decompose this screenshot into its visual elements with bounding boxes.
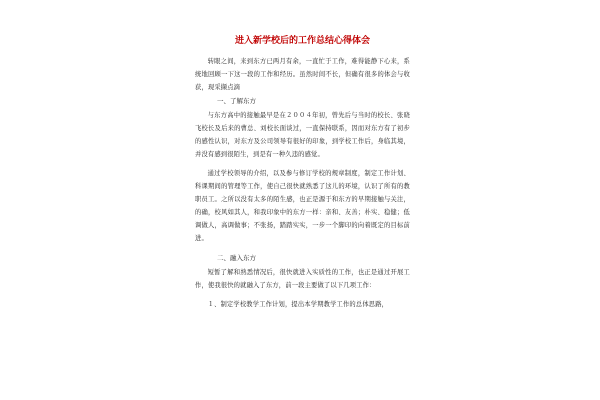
document-title: 进入新学校后的工作总结心得体会 (234, 36, 370, 46)
paragraph-familiarize: 通过学校领导的介绍，以及参与修订学校的规章制度，制定工作计划、科课期间的管理等工作，使自己很快就熟悉了这儿的环境，认识了所有的教职员工。之所以没有太多的陌生感，也正是源于和东方的早期接触与关注，的确，校风如其人，和我印象中的东方一样：亲和、友善；朴实、稳健；低调做人，高调做事；不张扬，踏踏实实，一步一个脚印的向着既定的目标前进。 (195, 170, 410, 242)
paragraph-first-contact: 与东方高中的接触最早是在２００４年初，曾先后与当时的校长、张晓飞校长及后来的曹总、刘校长面谈过，一直保持联系，因而对东方有了初步的感性认识，对东方及公司领导有很好的印象，到学校工作后，身临其境，并没有感到很陌生，到是有一种久违的感觉。 (195, 112, 410, 158)
paragraph-item-one: １、制定学校教学工作计划，提出本学期教学工作的总体思路， (207, 301, 389, 308)
section-heading-integrate: 二、融入东方 (217, 254, 256, 262)
document-page (195, 35, 410, 311)
intro-paragraph: 转眼之间，来到东方已两月有余，一直忙于工作，难得能静下心来，系统地回顾一下这一段的工作和经历。虽然时间不长，但确有很多的体会与收获，现采撷点滴 (195, 58, 410, 91)
section-heading-understand: 一、了解东方 (217, 97, 256, 105)
paragraph-integrate: 短暂了解和熟悉情况后，很快就进入实质性的工作，也正是通过开展工作，使我很快的就融入了东方，前一段主要做了以下几项工作： (195, 269, 410, 289)
paragraph-gap (195, 245, 410, 251)
